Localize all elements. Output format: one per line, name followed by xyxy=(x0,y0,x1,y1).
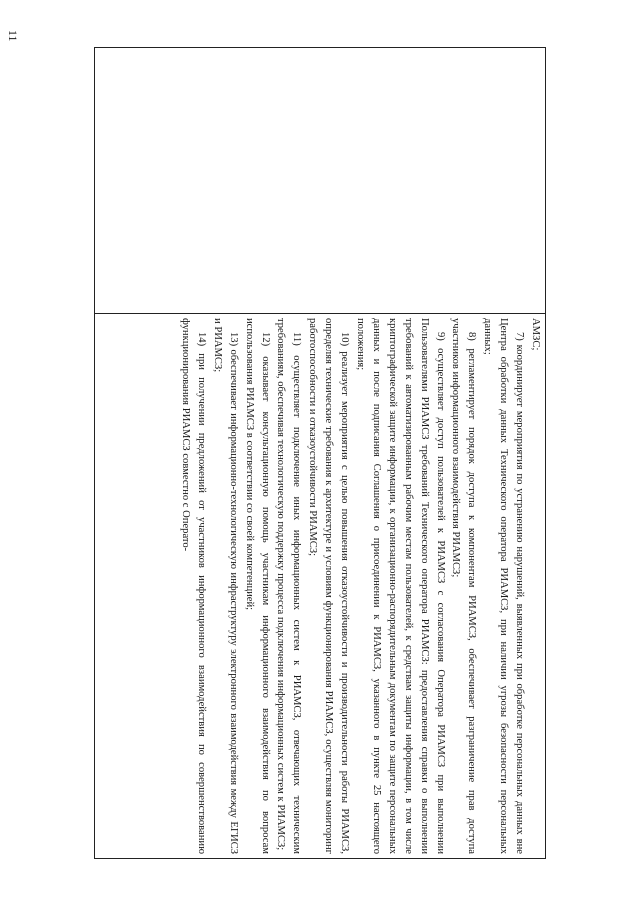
page-number: 11 xyxy=(6,30,20,42)
rotated-page-content xyxy=(94,47,546,859)
paragraph-item-14: 14) при получении предложений от участников информационного взаимодействия по совершенствованию функционирования РИАМСЗ совместно с Операто- xyxy=(180,317,207,854)
table-row xyxy=(95,47,546,858)
document-table xyxy=(94,47,546,859)
paragraph-item-11: 11) осуществляет подключение иных информационных систем к РИАМСЗ, отвечающих техническим требованиям, обеспечивая технологическую поддержку процесса подключения информационных систем к РИАМСЗ; xyxy=(275,317,303,854)
paragraph-item-8: 8) регламентирует порядок доступа к компонентам РИАМСЗ, обеспечивает разграничение прав доступа участников информационного взаимодействия РИАМСЗ; xyxy=(450,317,478,854)
paragraph-item-7: 7) координирует мероприятия по устранению нарушений, выявленных при обработке персональных данных вне Центра обработки данных Технического оператора РИАМСЗ, при наличии угрозы безопасности персональных данных; xyxy=(482,317,526,854)
paragraph-item-9: 9) осуществляет доступ пользователей к РИАМСЗ с согласования Оператора РИАМСЗ при выполнении Пользователями РИАМСЗ требований Технического оператора РИАМСЗ: предоставления справки о выполнении требований к автоматизированным рабочим местам пользователей, к средствам защиты информации, в том числе криптографической защите информации, к организационно-распорядительным документам по защите персональных данных и после подписания Соглашения о присоединении к РИАМСЗ, указанного в пункте 25 настоящего положения; xyxy=(355,317,446,854)
paragraph-continuation: АМЗС; xyxy=(530,317,541,350)
paragraph-item-10: 10) реализует мероприятия с целью повышения отказоустойчивости и производительности работы РИАМСЗ, определяя технические требования к архитектуре и условиям функционирования РИАМСЗ, осуществляя мониторинг работоспособности и отказоустойчивости РИАМСЗ; xyxy=(307,317,351,854)
paragraph-item-12: 12) оказывает консультационную помощь участникам информационного взаимодействия по вопросам использования РИАМСЗ в соответствии со своей компетенцией; xyxy=(243,317,271,854)
paragraph-item-13: 13) обеспечивает информационно-технологическую инфраструктуру электронного взаимодействия между ЕГИСЗ и РИАМСЗ; xyxy=(211,317,239,854)
table-cell-text xyxy=(95,313,546,858)
table-cell-empty xyxy=(95,47,546,313)
